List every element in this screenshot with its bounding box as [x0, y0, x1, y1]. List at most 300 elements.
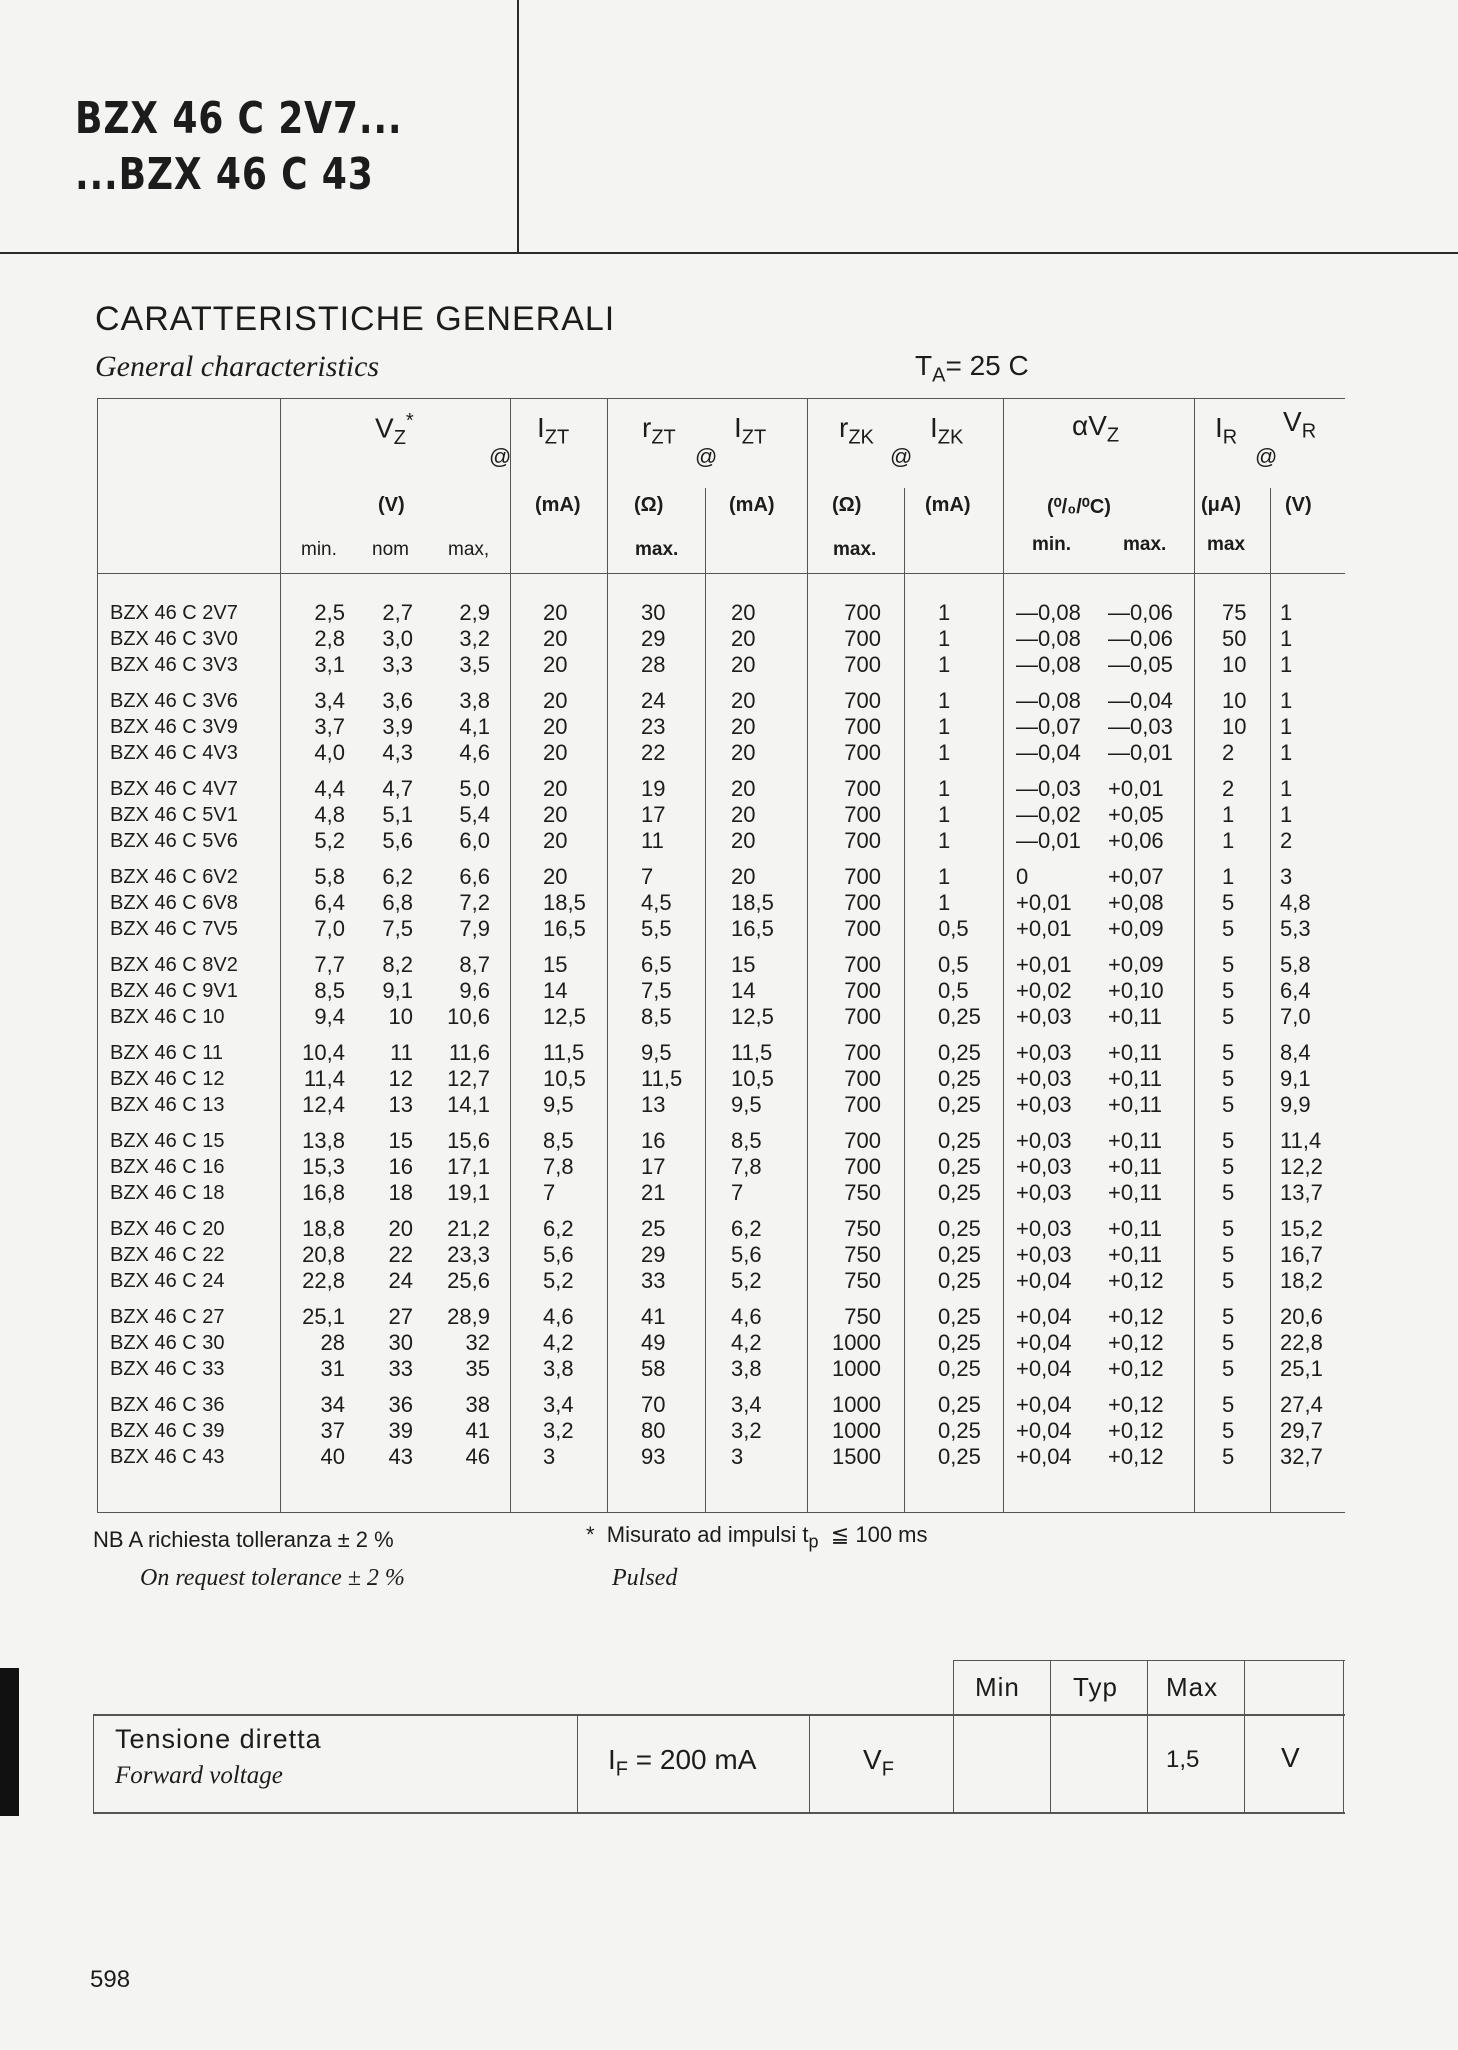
cell-izt: 20	[543, 626, 568, 651]
cell-rzt: 33	[641, 1268, 666, 1293]
cell-rzt: 41	[641, 1304, 666, 1329]
unit-vr: (V)	[1285, 494, 1312, 516]
cell-avz-min: —0,08	[1016, 626, 1081, 651]
cell-izk: 0,25	[938, 1216, 981, 1241]
cell-vz-max: 19,1	[447, 1180, 490, 1205]
cell-izt: 20	[543, 652, 568, 677]
cell-vr: 9,9	[1280, 1092, 1311, 1117]
cell-vz-min: 3,7	[314, 714, 345, 739]
cell-izk: 1	[938, 740, 951, 765]
cell-ir: 5	[1222, 952, 1235, 977]
cell-rzt: 29	[641, 1242, 666, 1267]
cell-type: BZX 46 C 5V1	[110, 804, 238, 826]
cell-izt: 18,5	[543, 890, 586, 915]
cell-vz-nom: 33	[388, 1356, 413, 1381]
cell-izt2: 15	[731, 952, 756, 977]
cell-izt2: 10,5	[731, 1066, 774, 1091]
cell-vz-nom: 18	[388, 1180, 413, 1205]
tolerance-note: NB A richiesta tolleranza ± 2 %	[93, 1527, 394, 1552]
cell-rzk: 700	[844, 740, 881, 765]
header-izt: $I_{ZT}$	[537, 412, 570, 449]
cell-rzk: 700	[844, 1154, 881, 1179]
cell-vz-min: 5,8	[314, 864, 345, 889]
table-row	[97, 952, 1345, 978]
cell-vz-nom: 22	[388, 1242, 413, 1267]
header-vz: $V_Z^*$	[375, 410, 414, 449]
cell-avz-max: +0,12	[1108, 1392, 1164, 1417]
cell-rzk: 750	[844, 1216, 881, 1241]
cell-rzk: 1000	[832, 1392, 881, 1417]
cell-vz-min: 4,8	[314, 802, 345, 827]
cell-rzk: 750	[844, 1180, 881, 1205]
cell-avz-max: +0,11	[1108, 1154, 1163, 1179]
doc-title-line1: BZX 46 C 2V7...	[75, 93, 403, 144]
cell-avz-max: —0,05	[1108, 652, 1173, 677]
cell-type: BZX 46 C 3V3	[110, 654, 238, 676]
cell-vz-max: 14,1	[447, 1092, 490, 1117]
cell-izk: 0,25	[938, 1004, 981, 1029]
cell-rzt: 29	[641, 626, 666, 651]
cell-avz-min: +0,03	[1016, 1242, 1072, 1267]
cell-izk: 0,25	[938, 1092, 981, 1117]
cell-ir: 5	[1222, 916, 1235, 941]
cell-ir: 50	[1222, 626, 1247, 651]
cell-avz-min: +0,02	[1016, 978, 1072, 1003]
cell-izt2: 6,2	[731, 1216, 762, 1241]
cell-type: BZX 46 C 33	[110, 1358, 225, 1380]
cell-rzk: 700	[844, 1004, 881, 1029]
cell-vz-nom: 9,1	[382, 978, 413, 1003]
forward-symbol: $V_F$	[863, 1744, 894, 1781]
table-row	[97, 1154, 1345, 1180]
margin-tab-marker	[0, 1668, 19, 1816]
forward-voltage-label: Tensione diretta	[115, 1724, 322, 1754]
cell-type: BZX 46 C 2V7	[110, 602, 238, 624]
cell-type: BZX 46 C 11	[110, 1042, 224, 1064]
cell-vz-nom: 3,0	[382, 626, 413, 651]
cell-vz-min: 22,8	[302, 1268, 345, 1293]
cell-avz-max: +0,08	[1108, 890, 1164, 915]
cell-vz-nom: 7,5	[382, 916, 413, 941]
header-temp-coefficient: $\alpha V_Z$	[1072, 410, 1120, 447]
cell-type: BZX 46 C 3V0	[110, 628, 238, 650]
at-symbol-2: @	[695, 444, 718, 469]
cell-izt2: 20	[731, 776, 756, 801]
cell-izt: 5,2	[543, 1268, 574, 1293]
cell-ir: 75	[1222, 600, 1247, 625]
cell-vz-min: 15,3	[302, 1154, 345, 1179]
cell-avz-min: +0,04	[1016, 1356, 1072, 1381]
cell-vr: 1	[1280, 714, 1293, 739]
cell-rzk: 700	[844, 890, 881, 915]
cell-vz-min: 20,8	[302, 1242, 345, 1267]
cell-type: BZX 46 C 7V5	[110, 918, 238, 940]
cell-vr: 7,0	[1280, 1004, 1311, 1029]
cell-rzk: 700	[844, 626, 881, 651]
cell-ir: 5	[1222, 1040, 1235, 1065]
cell-avz-max: —0,06	[1108, 626, 1173, 651]
cell-rzk: 700	[844, 828, 881, 853]
header-izt-2: $I_{ZT}$	[734, 412, 767, 449]
cell-type: BZX 46 C 3V9	[110, 716, 238, 738]
cell-vz-max: 12,7	[447, 1066, 490, 1091]
cell-rzt: 7,5	[641, 978, 672, 1003]
cell-vz-max: 3,8	[459, 688, 490, 713]
cell-izt: 3,8	[543, 1356, 574, 1381]
cell-izt: 10,5	[543, 1066, 586, 1091]
cell-avz-min: +0,01	[1016, 890, 1072, 915]
cell-izk: 0,25	[938, 1330, 981, 1355]
cell-ir: 5	[1222, 1330, 1235, 1355]
cell-izk: 1	[938, 890, 951, 915]
table-row	[97, 1242, 1345, 1268]
cell-izt2: 20	[731, 828, 756, 853]
forward-unit: V	[1281, 1742, 1300, 1773]
cell-rzt: 58	[641, 1356, 666, 1381]
cell-type: BZX 46 C 6V2	[110, 866, 238, 888]
cell-vz-min: 2,8	[314, 626, 345, 651]
cell-izt: 20	[543, 828, 568, 853]
at-symbol-3: @	[890, 444, 913, 469]
cell-izk: 0,25	[938, 1154, 981, 1179]
cell-izt2: 9,5	[731, 1092, 762, 1117]
cell-type: BZX 46 C 30	[110, 1332, 225, 1354]
cell-rzt: 80	[641, 1418, 666, 1443]
cell-type: BZX 46 C 4V7	[110, 778, 238, 800]
cell-izt: 20	[543, 600, 568, 625]
cell-type: BZX 46 C 13	[110, 1094, 225, 1116]
cell-vz-nom: 36	[388, 1392, 413, 1417]
cell-izt2: 12,5	[731, 1004, 774, 1029]
cell-izk: 0,25	[938, 1268, 981, 1293]
cell-izt2: 8,5	[731, 1128, 762, 1153]
cell-avz-min: —0,01	[1016, 828, 1081, 853]
cell-ir: 5	[1222, 1304, 1235, 1329]
cell-rzt: 9,5	[641, 1040, 672, 1065]
cell-vz-max: 7,9	[459, 916, 490, 941]
cell-izt: 20	[543, 740, 568, 765]
cell-izt2: 20	[731, 714, 756, 739]
cell-vz-max: 21,2	[447, 1216, 490, 1241]
cell-vz-min: 2,5	[314, 600, 345, 625]
cell-izt2: 20	[731, 864, 756, 889]
cell-vz-max: 9,6	[459, 978, 490, 1003]
cell-vz-max: 46	[465, 1444, 490, 1469]
cell-type: BZX 46 C 16	[110, 1156, 225, 1178]
cell-avz-max: +0,09	[1108, 952, 1164, 977]
cell-izt: 20	[543, 776, 568, 801]
cell-rzt: 21	[641, 1180, 666, 1205]
table-row	[97, 688, 1345, 714]
cell-avz-min: —0,04	[1016, 740, 1081, 765]
cell-vz-min: 3,4	[314, 688, 345, 713]
cell-avz-max: +0,12	[1108, 1418, 1164, 1443]
cell-rzt: 93	[641, 1444, 666, 1469]
cell-vz-max: 15,6	[447, 1128, 490, 1153]
cell-izt: 16,5	[543, 916, 586, 941]
cell-izt2: 14	[731, 978, 756, 1003]
cell-vz-min: 40	[320, 1444, 345, 1469]
cell-izt: 20	[543, 714, 568, 739]
cell-rzk: 1500	[832, 1444, 881, 1469]
cell-rzt: 11	[641, 828, 664, 853]
cell-vz-max: 3,5	[459, 652, 490, 677]
cell-izk: 1	[938, 652, 951, 677]
cell-izk: 0,25	[938, 1180, 981, 1205]
ir-max-label: max	[1207, 534, 1246, 555]
cell-rzk: 1000	[832, 1418, 881, 1443]
table-row	[97, 740, 1345, 766]
cell-ir: 1	[1222, 864, 1235, 889]
cell-type: BZX 46 C 20	[110, 1218, 225, 1240]
cell-vr: 1	[1280, 740, 1293, 765]
forward-voltage-label-en: Forward voltage	[115, 1762, 283, 1789]
cell-rzt: 49	[641, 1330, 666, 1355]
cell-izt: 8,5	[543, 1128, 574, 1153]
cell-avz-min: +0,03	[1016, 1066, 1072, 1091]
table-row	[97, 864, 1345, 890]
cell-rzt: 28	[641, 652, 666, 677]
table-row	[97, 1304, 1345, 1330]
section-title: CARATTERISTICHE GENERALI	[95, 300, 616, 338]
cell-rzt: 17	[641, 802, 666, 827]
cell-rzk: 700	[844, 600, 881, 625]
cell-rzt: 19	[641, 776, 666, 801]
cell-vz-min: 7,0	[314, 916, 345, 941]
cell-avz-max: +0,12	[1108, 1268, 1164, 1293]
cell-vz-max: 35	[465, 1356, 490, 1381]
cell-vr: 29,7	[1280, 1418, 1323, 1443]
cell-avz-max: +0,11	[1108, 1216, 1163, 1241]
cell-vr: 1	[1280, 688, 1293, 713]
cell-ir: 1	[1222, 828, 1235, 853]
cell-vz-min: 37	[320, 1418, 345, 1443]
cell-avz-max: —0,03	[1108, 714, 1173, 739]
cell-vz-max: 3,2	[459, 626, 490, 651]
cell-type: BZX 46 C 4V3	[110, 742, 238, 764]
cell-izk: 0,25	[938, 1128, 981, 1153]
cell-vz-nom: 13	[388, 1092, 413, 1117]
at-symbol-4: @	[1255, 444, 1278, 469]
cell-vz-max: 6,0	[459, 828, 490, 853]
cell-izk: 0,25	[938, 1242, 981, 1267]
cell-izt: 3	[543, 1444, 556, 1469]
table-row	[97, 1066, 1345, 1092]
cell-rzk: 700	[844, 864, 881, 889]
cell-vz-max: 7,2	[459, 890, 490, 915]
cell-vz-nom: 10	[388, 1004, 413, 1029]
cell-ir: 5	[1222, 1154, 1235, 1179]
cell-vz-nom: 6,8	[382, 890, 413, 915]
cell-vz-max: 41	[465, 1418, 490, 1443]
cell-avz-max: +0,11	[1108, 1066, 1163, 1091]
rzk-max-label: max.	[833, 539, 877, 560]
cell-rzk: 700	[844, 776, 881, 801]
cell-avz-min: +0,03	[1016, 1216, 1072, 1241]
pulse-note: * Misurato ad impulsi $t_p$ ≦ 100 ms	[586, 1522, 928, 1552]
cell-vz-min: 6,4	[314, 890, 345, 915]
cell-vz-min: 9,4	[314, 1004, 345, 1029]
col-typ-header: Typ	[1073, 1672, 1118, 1702]
avz-min-label: min.	[1032, 534, 1072, 555]
cell-izt: 20	[543, 802, 568, 827]
cell-izk: 1	[938, 600, 951, 625]
cell-ir: 1	[1222, 802, 1235, 827]
cell-izt: 3,4	[543, 1392, 574, 1417]
unit-rzt: (Ω)	[634, 494, 664, 516]
cell-ir: 5	[1222, 1242, 1235, 1267]
cell-ir: 5	[1222, 1418, 1235, 1443]
cell-avz-min: +0,04	[1016, 1268, 1072, 1293]
unit-vz: (V)	[378, 494, 405, 516]
cell-izt2: 4,6	[731, 1304, 762, 1329]
cell-type: BZX 46 C 3V6	[110, 690, 238, 712]
table-row	[97, 1418, 1345, 1444]
cell-ir: 5	[1222, 1066, 1235, 1091]
cell-vr: 1	[1280, 626, 1293, 651]
cell-rzt: 30	[641, 600, 666, 625]
cell-vz-nom: 8,2	[382, 952, 413, 977]
cell-avz-min: +0,03	[1016, 1154, 1072, 1179]
cell-ir: 5	[1222, 978, 1235, 1003]
cell-ir: 10	[1222, 688, 1247, 713]
cell-type: BZX 46 C 6V8	[110, 892, 238, 914]
cell-izt: 20	[543, 864, 568, 889]
cell-vz-max: 5,4	[459, 802, 490, 827]
cell-vz-nom: 4,7	[382, 776, 413, 801]
cell-vz-max: 23,3	[447, 1242, 490, 1267]
cell-vr: 2	[1280, 828, 1293, 853]
vz-min-label: min.	[301, 539, 337, 560]
cell-avz-min: —0,08	[1016, 600, 1081, 625]
cell-ir: 5	[1222, 1216, 1235, 1241]
cell-avz-max: +0,11	[1108, 1004, 1163, 1029]
cell-rzk: 700	[844, 978, 881, 1003]
cell-rzt: 13	[641, 1092, 666, 1117]
cell-izt2: 7	[731, 1180, 744, 1205]
cell-rzt: 5,5	[641, 916, 672, 941]
cell-vz-nom: 11	[390, 1040, 413, 1065]
cell-izt: 14	[543, 978, 568, 1003]
cell-ir: 5	[1222, 1268, 1235, 1293]
cell-avz-min: +0,04	[1016, 1444, 1072, 1469]
page-number: 598	[90, 1966, 131, 1993]
cell-ir: 2	[1222, 740, 1235, 765]
cell-avz-min: +0,01	[1016, 916, 1072, 941]
col-max-header: Max	[1166, 1672, 1219, 1702]
table-row	[97, 600, 1345, 626]
cell-vz-min: 10,4	[302, 1040, 345, 1065]
cell-izt2: 5,2	[731, 1268, 762, 1293]
avz-max-label: max.	[1123, 534, 1167, 555]
cell-vr: 32,7	[1280, 1444, 1323, 1469]
cell-rzk: 700	[844, 1066, 881, 1091]
cell-izk: 1	[938, 802, 951, 827]
table-row	[97, 1330, 1345, 1356]
cell-vz-nom: 43	[388, 1444, 413, 1469]
cell-avz-max: —0,01	[1108, 740, 1173, 765]
cell-vz-min: 13,8	[302, 1128, 345, 1153]
cell-avz-max: +0,09	[1108, 916, 1164, 941]
cell-vz-nom: 3,6	[382, 688, 413, 713]
cell-vz-max: 4,6	[459, 740, 490, 765]
cell-avz-max: +0,12	[1108, 1304, 1164, 1329]
cell-avz-min: —0,02	[1016, 802, 1081, 827]
cell-izk: 0,25	[938, 1040, 981, 1065]
cell-rzk: 750	[844, 1304, 881, 1329]
cell-vr: 4,8	[1280, 890, 1311, 915]
table-row	[97, 1128, 1345, 1154]
cell-ir: 5	[1222, 1092, 1235, 1117]
cell-vz-min: 18,8	[302, 1216, 345, 1241]
cell-vz-max: 4,1	[459, 714, 490, 739]
cell-vr: 13,7	[1280, 1180, 1323, 1205]
cell-avz-min: +0,01	[1016, 952, 1072, 977]
cell-rzk: 750	[844, 1242, 881, 1267]
cell-vr: 1	[1280, 600, 1293, 625]
cell-izt: 4,6	[543, 1304, 574, 1329]
cell-vz-min: 11,4	[303, 1066, 345, 1091]
cell-type: BZX 46 C 5V6	[110, 830, 238, 852]
cell-rzt: 7	[641, 864, 654, 889]
cell-izk: 0,25	[938, 1418, 981, 1443]
cell-avz-max: +0,12	[1108, 1330, 1164, 1355]
cell-vr: 1	[1280, 802, 1293, 827]
cell-izt: 5,6	[543, 1242, 574, 1267]
cell-rzt: 11,5	[641, 1066, 683, 1091]
cell-vz-max: 5,0	[459, 776, 490, 801]
header-divider-horizontal	[0, 252, 1458, 254]
table-row	[97, 714, 1345, 740]
cell-izt: 4,2	[543, 1330, 574, 1355]
cell-izt2: 20	[731, 688, 756, 713]
cell-vz-nom: 20	[388, 1216, 413, 1241]
cell-avz-min: —0,08	[1016, 688, 1081, 713]
table-row	[97, 776, 1345, 802]
cell-vz-max: 11,6	[448, 1040, 490, 1065]
cell-vz-max: 28,9	[447, 1304, 490, 1329]
cell-izt: 7,8	[543, 1154, 574, 1179]
cell-izk: 1	[938, 626, 951, 651]
cell-izt2: 16,5	[731, 916, 774, 941]
header-rzk: $r_{ZK}$	[839, 412, 874, 449]
at-symbol-1: @	[489, 444, 512, 469]
unit-izt: (mA)	[535, 494, 581, 516]
cell-izk: 1	[938, 828, 951, 853]
cell-izt2: 4,2	[731, 1330, 762, 1355]
forward-max-value: 1,5	[1166, 1746, 1200, 1773]
cell-izk: 0,25	[938, 1444, 981, 1469]
cell-type: BZX 46 C 24	[110, 1270, 225, 1292]
cell-vr: 25,1	[1280, 1356, 1323, 1381]
cell-vr: 3	[1280, 864, 1293, 889]
table-body	[97, 398, 1345, 1513]
vz-max-label: max,	[448, 539, 490, 560]
cell-type: BZX 46 C 22	[110, 1244, 225, 1266]
cell-vz-nom: 16	[388, 1154, 413, 1179]
cell-rzk: 1000	[832, 1330, 881, 1355]
cell-izk: 0,5	[938, 978, 969, 1003]
cell-izt: 15	[543, 952, 568, 977]
cell-rzk: 700	[844, 1128, 881, 1153]
cell-rzt: 70	[641, 1392, 666, 1417]
cell-vz-nom: 3,3	[382, 652, 413, 677]
cell-rzt: 16	[641, 1128, 666, 1153]
cell-rzk: 700	[844, 952, 881, 977]
header-divider-vertical	[517, 0, 519, 253]
cell-izk: 0,25	[938, 1066, 981, 1091]
tolerance-note-en: On request tolerance ± 2 %	[140, 1565, 405, 1591]
